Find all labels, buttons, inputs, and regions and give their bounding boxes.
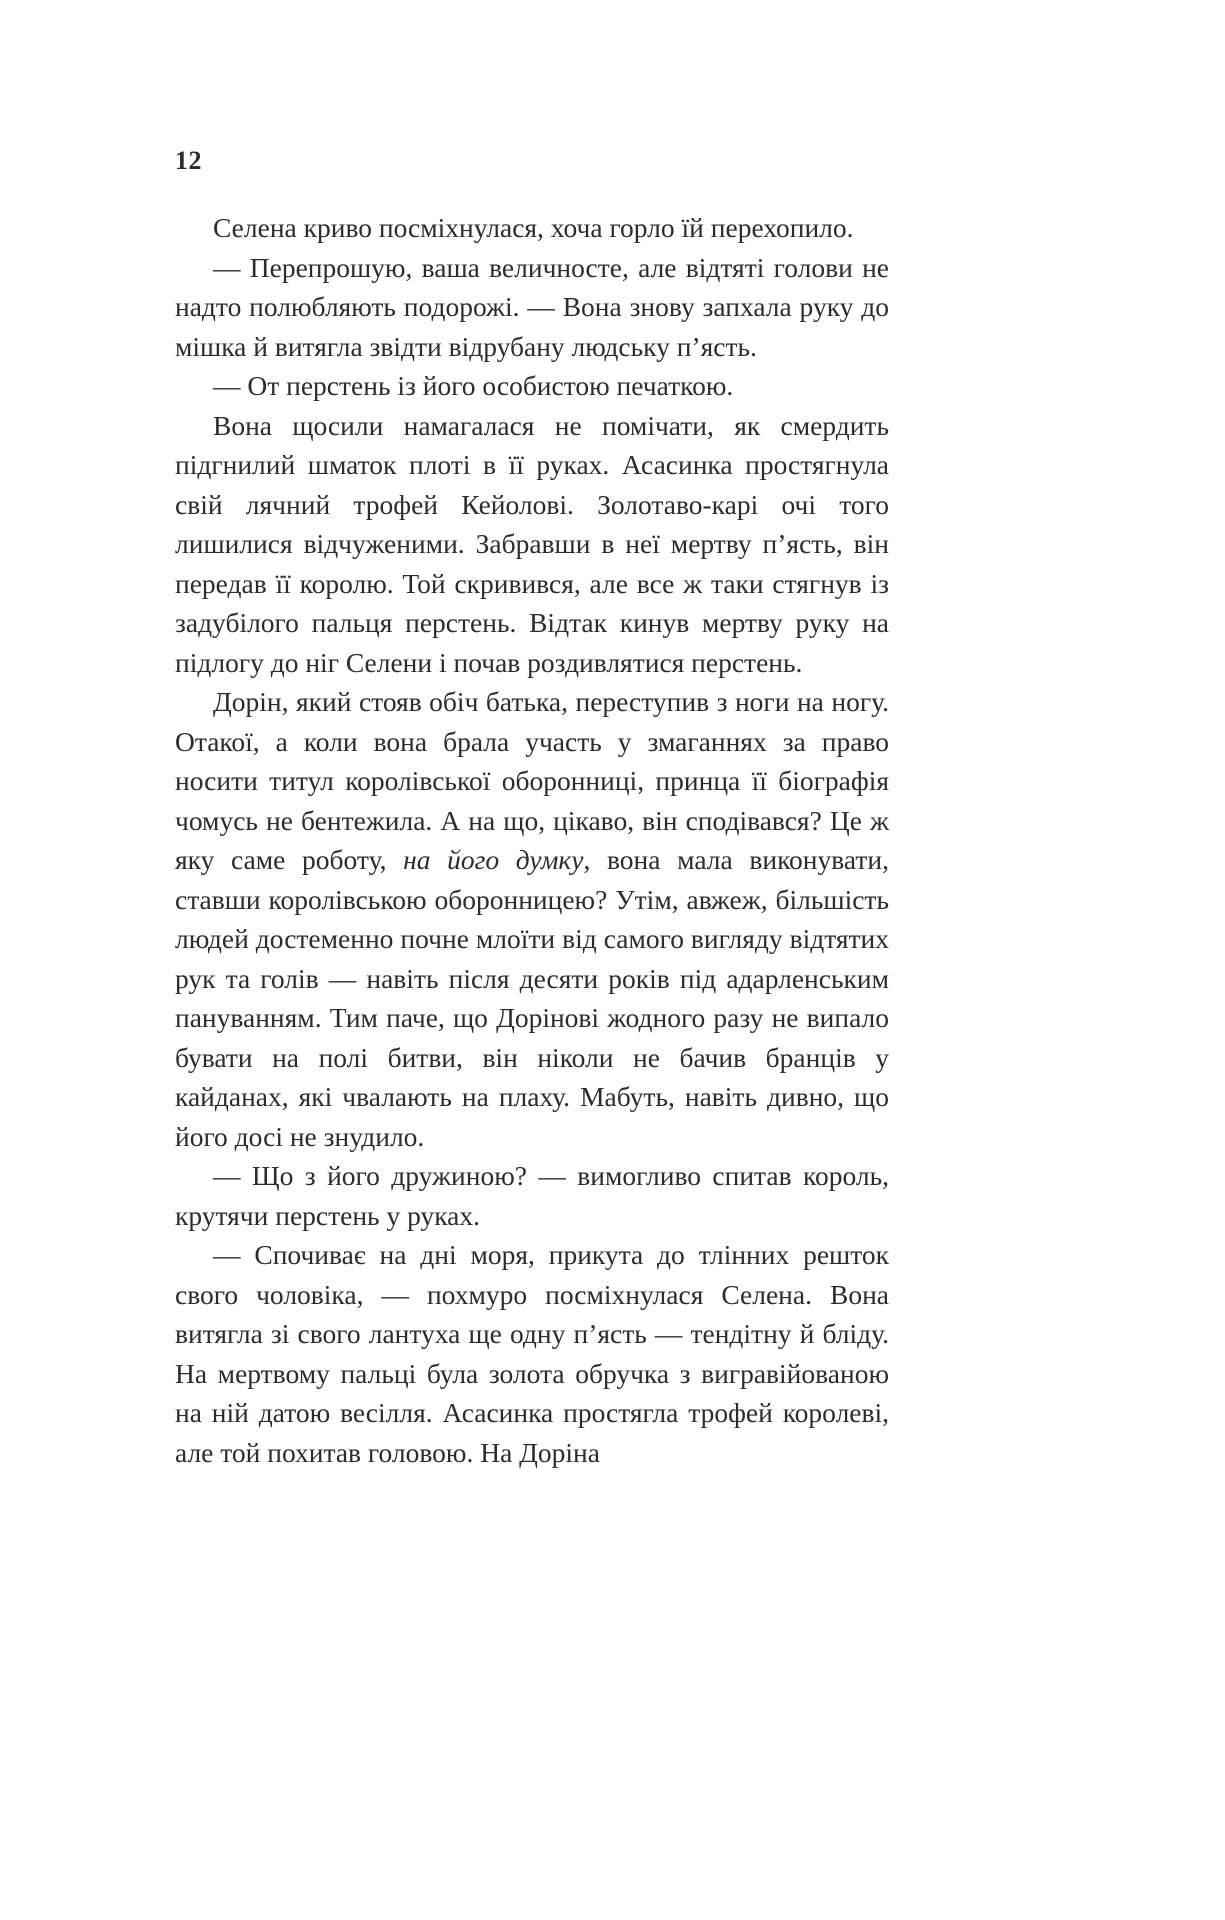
text-segment: — Що з його дружиною? — вимогливо спитав король, крутячи перстень у руках. (175, 1160, 889, 1231)
paragraph (175, 1156, 889, 1235)
italic-text-segment: на його думку (403, 844, 584, 875)
text-segment: , вона мала виконувати, ставши королівською оборонницею? Утім, авжеж, більшість людей достеменно почне млоїти від самого вигляду відтятих рук та голів — навіть після десяти років під адарленським пануванням. Тим паче, що Дорінові жодного разу не випало бувати на полі битви, він ніколи не бачив бранців у кайданах, які чвалають на плаху. Мабуть, навіть дивно, що його досі не знудило. (175, 844, 889, 1152)
paragraph (175, 248, 889, 367)
paragraph (175, 366, 889, 406)
text-segment: — Спочиває на дні моря, прикута до тлінних решток свого чоловіка, — похмуро посміхнулася Селена. Вона витягла зі свого лантуха ще одну п’ясть — тендітну й бліду. На мертвому пальці була золота обручка з вигравійованою на ній датою весілля. Асасинка простягла трофей королеві, але той похитав головою. На Доріна (175, 1239, 889, 1468)
paragraph (175, 208, 889, 248)
text-segment: — От перстень із його особистою печаткою. (213, 370, 734, 401)
page-number: 12 (175, 146, 202, 175)
paragraph (175, 406, 889, 683)
text-segment: Селена криво посміхнулася, хоча горло їй перехопило. (213, 212, 854, 243)
text-segment: Дорін, який стояв обіч батька, переступив з ноги на ногу. Отакої, а коли вона брала участь у змаганнях за право носити титул королівської оборонниці, принца її біографія чомусь не бентежила. А на що, цікаво, він сподівався? Це ж яку саме роботу, (175, 686, 889, 875)
text-block (175, 208, 889, 1472)
paragraph (175, 1235, 889, 1472)
paragraph (175, 682, 889, 1156)
text-segment: Вона щосили намагалася не помічати, як смердить підгнилий шматок плоті в її руках. Асасинка простягнула свій лячний трофей Кейолові. Золотаво-карі очі того лишилися відчуженими. Забравши в неї мертву п’ясть, він передав її королю. Той скривився, але все ж таки стягнув із задубілого пальця перстень. Відтак кинув мертву руку на підлогу до ніг Селени і почав роздивлятися перстень. (175, 409, 889, 678)
text-segment: — Перепрошую, ваша величносте, але відтяті голови не надто полюбляють подорожі. — Вона знову запхала руку до мішка й витягла звідти відрубану людську п’ясть. (175, 251, 889, 362)
